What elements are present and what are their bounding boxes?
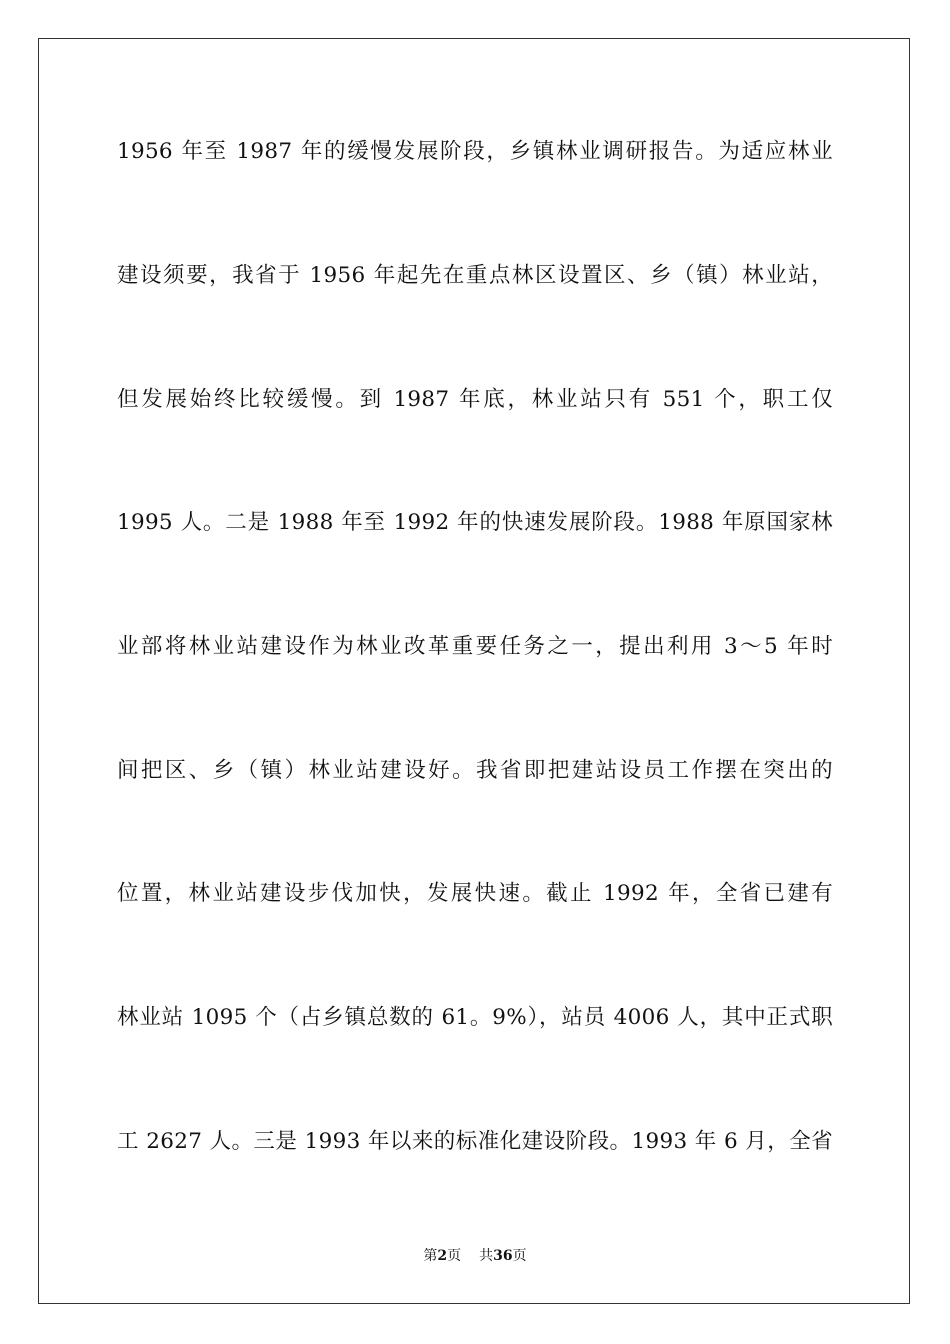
- text-line-7: 位置，林业站建设步伐加快，发展快速。截止 1992 年，全省已建有: [117, 881, 833, 906]
- text-line-8: 林业站 1095 个（占乡镇总数的 61。9%），站员 4006 人，其中正式职: [117, 1005, 833, 1030]
- text-line-1: 1956 年至 1987 年的缓慢发展阶段，乡镇林业调研报告。为适应林业: [117, 139, 833, 164]
- text-line-3: 但发展始终比较缓慢。到 1987 年底，林业站只有 551 个，职工仅: [117, 387, 833, 412]
- text-line-4: 1995 人。二是 1988 年至 1992 年的快速发展阶段。1988 年原国家林: [117, 510, 833, 535]
- page-footer: [0, 1246, 950, 1266]
- text-line-6: 间把区、乡（镇）林业站建设好。我省即把建站设员工作摆在突出的: [117, 758, 833, 783]
- page-suffix: 页: [447, 1248, 462, 1264]
- total-prefix: 共: [479, 1248, 494, 1264]
- text-line-5: 业部将林业站建设作为林业改革重要任务之一，提出利用 3～5 年时: [117, 634, 833, 659]
- text-line-9: 工 2627 人。三是 1993 年以来的标准化建设阶段。1993 年 6 月，全省: [117, 1129, 833, 1154]
- text-line-2: 建设须要，我省于 1956 年起先在重点林区设置区、乡（镇）林业站，: [117, 263, 833, 288]
- total-suffix: 页: [512, 1248, 527, 1264]
- total-pages: 36: [493, 1248, 513, 1264]
- page-number: 2: [437, 1248, 448, 1264]
- page-prefix: 第: [423, 1248, 438, 1264]
